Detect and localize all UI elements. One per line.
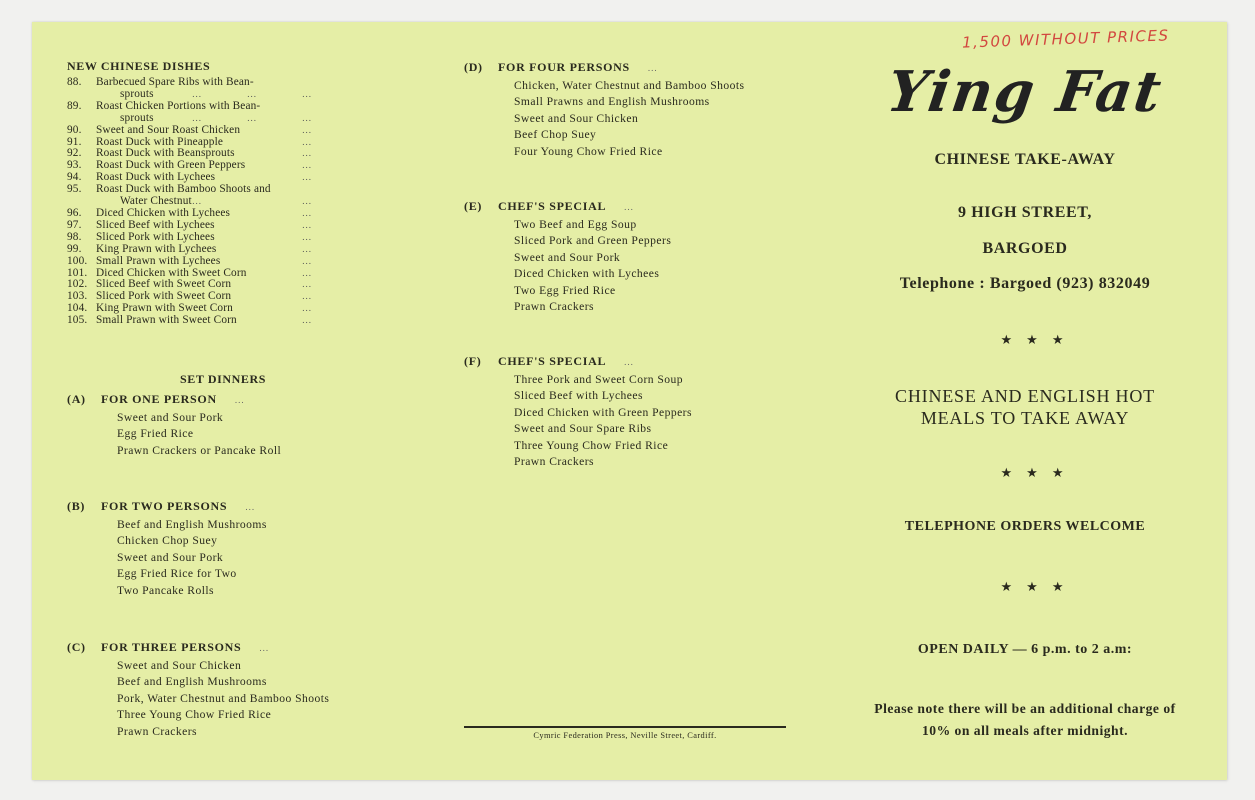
dish-item [67,315,312,327]
dish-name: Sliced Pork with Sweet Corn [96,290,232,303]
dish-number: 93. [67,159,82,172]
set-menu-item: Sweet and Sour Pork [117,550,224,564]
telephone: Telephone : Bargoed (923) 832049 [899,275,1151,292]
star-divider-icon: ★★★ [1000,332,1078,347]
dish-name: Roast Duck with Lychees [96,171,216,184]
leader-dots: ... [192,88,202,99]
dish-number: 104. [67,302,88,315]
address-line-1: 9 HIGH STREET, [958,204,1092,221]
dish-name: Barbecued Spare Ribs with Bean- [96,76,254,88]
leader-dots: ... [302,195,312,206]
set-menu-item: Small Prawns and English Mushrooms [514,95,710,109]
set-menu-item: Beef and English Mushrooms [117,518,267,531]
set-menu-header [67,499,267,517]
dish-number: 90. [67,123,82,136]
dish-number: 96. [67,206,82,219]
new-dishes-section [67,59,312,327]
set-menu-item: Beef and English Mushrooms [117,675,267,689]
dish-item [67,220,312,232]
dish-name: King Prawn with Sweet Corn [96,302,233,315]
dish-item [67,77,312,101]
set-menu-item: Pork, Water Chestnut and Bamboo Shoots [117,691,330,705]
dish-name: Sliced Pork with Lychees [96,230,215,243]
set-menu-item: Chicken Chop Suey [117,534,218,548]
dish-name: Roast Duck with Pineapple [96,135,224,148]
set-menu-letter: (E) [464,199,483,213]
section-title: NEW CHINESE DISHES [67,59,211,73]
dish-item [67,125,312,137]
set-menu-item: Prawn Crackers [117,724,198,738]
set-menu-item: Beef Chop Suey [514,128,597,142]
dish-number: 92. [67,147,82,160]
set-menu-title: FOR ONE PERSON [101,392,217,406]
leader-dots: ... [302,148,312,159]
set-menu-item: Sweet and Sour Spare Ribs [514,422,652,436]
leader-dots: ... [302,207,312,218]
leader-dots: ... [302,315,312,326]
leader-dots: ... [192,112,202,123]
dish-name: Diced Chicken with Lychees [96,206,231,219]
set-menu-item: Three Pork and Sweet Corn Soup [514,373,684,386]
set-menu-header [67,640,329,658]
dish-name: King Prawn with Lychees [96,242,217,255]
set-menu-item: Sliced Beef with Lychees [514,389,643,403]
dish-number: 91. [67,135,82,148]
address-line-2: BARGOED [982,240,1068,257]
set-menu-item: Sweet and Sour Chicken [117,659,242,672]
leader-dots: ... [302,160,312,171]
dish-item [67,244,312,256]
orders-welcome: TELEPHONE ORDERS WELCOME [904,519,1146,534]
opening-hours: OPEN DAILY — 6 p.m. to 2 a.m: [917,642,1133,657]
dish-number: 98. [67,230,82,243]
dish-number: 105. [67,314,88,327]
dish-number: 101. [67,266,88,279]
set-menu-title: FOR TWO PERSONS [101,499,228,513]
set-menu-f [464,354,692,470]
set-menu-c [67,640,329,740]
leader-dots: ... [302,243,312,254]
dish-number: 97. [67,218,82,231]
set-menu-item: Diced Chicken with Lychees [514,267,660,281]
leader-dots: ... [245,502,256,512]
set-menu-header [464,199,671,217]
set-menu-header [464,60,744,78]
restaurant-logo: Ying Fat [883,59,1167,125]
dish-name: Diced Chicken with Sweet Corn [96,266,247,279]
set-menu-item: Three Young Chow Fried Rice [117,708,272,722]
set-menu-letter: (F) [464,354,482,368]
set-menu-item: Sweet and Sour Pork [117,411,224,424]
set-menu-title: CHEF'S SPECIAL [498,199,607,213]
star-divider-icon: ★★★ [1000,579,1078,594]
set-menu-item: Chicken, Water Chestnut and Bamboo Shoots [514,79,745,92]
leader-dots: ... [247,88,257,99]
set-menu-item: Two Egg Fried Rice [514,283,616,297]
set-menu-title: FOR FOUR PERSONS [498,60,630,74]
set-menu-item: Two Beef and Egg Soup [514,218,637,231]
set-menu-d [464,60,744,160]
set-menu-letter: (D) [464,60,483,74]
dish-name: Roast Chicken Portions with Bean- [96,99,261,112]
leader-dots: ... [247,112,257,123]
promo-line-1: CHINESE AND ENGLISH HOT [895,386,1155,406]
leader-dots: ... [302,291,312,302]
set-menu-item: Sweet and Sour Pork [514,250,621,264]
dish-item [67,184,312,208]
set-menu-item: Three Young Chow Fried Rice [514,438,669,452]
leader-dots: ... [302,267,312,278]
set-menu-a [67,392,281,459]
set-menu-item: Sweet and Sour Chicken [514,111,639,125]
leader-dots: ... [624,357,634,367]
dish-name: Sliced Beef with Lychees [96,218,215,231]
set-menu-title: FOR THREE PERSONS [101,640,242,654]
set-menu-item: Prawn Crackers [514,455,595,469]
leader-dots: ... [302,231,312,242]
leader-dots: ... [302,124,312,135]
leader-dots: ... [302,219,312,230]
leader-dots: ... [192,195,202,206]
star-divider-icon: ★★★ [1000,465,1078,480]
dish-item [67,101,312,125]
set-menu-item: Diced Chicken with Green Peppers [514,405,692,419]
handwritten-note: 1,500 WITHOUT PRICES [961,26,1170,52]
leader-dots: ... [259,643,270,653]
set-menu-item: Egg Fried Rice for Two [117,567,237,581]
footer-rule [464,726,786,728]
dish-number: 99. [67,242,82,255]
dish-number: 89. [67,99,82,112]
dish-name: Roast Duck with Bamboo Shoots and [96,183,271,196]
leader-dots: ... [624,202,634,212]
dish-number: 100. [67,254,88,267]
printer-credit: Cymric Federation Press, Neville Street, Cardiff. [533,731,717,740]
set-menu-item: Sliced Pork and Green Peppers [514,234,672,248]
leader-dots: ... [302,172,312,183]
set-menu-letter: (B) [67,499,86,513]
dish-name-continued: sprouts [120,87,154,100]
leader-dots: ... [302,279,312,290]
dish-name: Small Prawn with Sweet Corn [96,314,237,327]
set-dinners-title: SET DINNERS [180,372,267,386]
surcharge-line-1: Please note there will be an additional charge of [874,701,1176,716]
dish-name-continued: Water Chestnut [120,195,192,208]
leader-dots: ... [302,303,312,314]
dish-number: 103. [67,290,88,303]
dish-number: 102. [67,278,88,291]
dish-number: 95. [67,183,82,196]
set-menu-letter: (A) [67,392,86,406]
leader-dots: ... [234,395,245,405]
dish-name: Sliced Beef with Sweet Corn [96,278,232,291]
leader-dots: ... [647,63,658,73]
leader-dots: ... [302,88,312,99]
set-menu-e [464,199,671,315]
dish-list [67,77,312,327]
dish-name: Roast Duck with Green Peppers [96,159,246,172]
dish-name-continued: sprouts [120,111,154,124]
set-menu-item: Prawn Crackers or Pancake Roll [117,443,282,457]
set-menu-header [67,392,281,410]
set-menu-item: Two Pancake Rolls [117,583,214,597]
set-menu-title: CHEF'S SPECIAL [498,354,607,368]
dish-name: Roast Duck with Beansprouts [96,147,235,160]
dish-name: Small Prawn with Lychees [96,254,221,267]
set-menu-item: Egg Fried Rice [117,427,194,441]
dish-item [67,256,312,268]
leader-dots: ... [302,136,312,147]
dish-name: Sweet and Sour Roast Chicken [96,123,241,136]
menu-leaflet [32,22,1227,780]
set-menu-header [464,354,692,372]
set-menu-item: Prawn Crackers [514,300,595,314]
leader-dots: ... [302,255,312,266]
leader-dots: ... [302,112,312,123]
promo-line-2: MEALS TO TAKE AWAY [920,408,1130,428]
set-menu-b [67,499,267,599]
tagline: CHINESE TAKE-AWAY [934,151,1116,168]
set-menu-item: Four Young Chow Fried Rice [514,144,663,158]
dish-number: 88. [67,76,82,88]
dish-item [67,232,312,244]
surcharge-line-2: 10% on all meals after midnight. [921,723,1129,738]
set-menu-letter: (C) [67,640,86,654]
dish-number: 94. [67,171,82,184]
